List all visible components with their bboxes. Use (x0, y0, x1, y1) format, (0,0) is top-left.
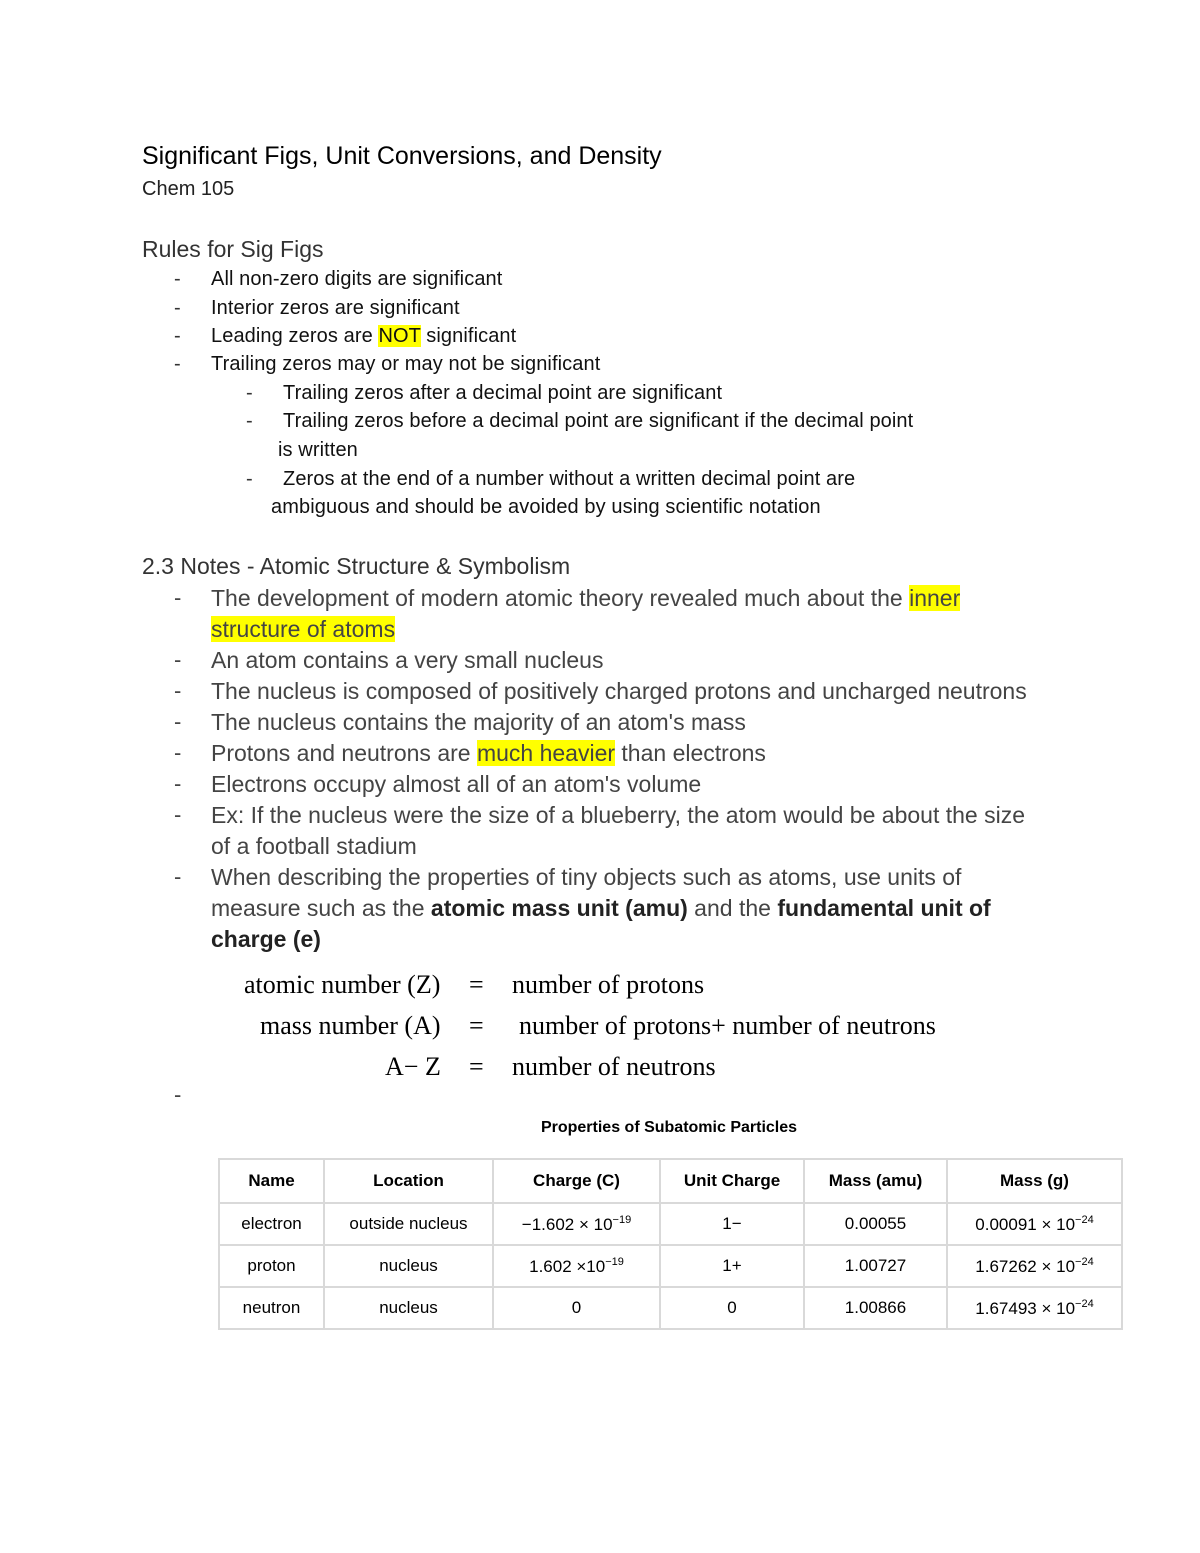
column-header: Name (219, 1159, 324, 1203)
bullet-dash: - (174, 585, 182, 610)
rule-text: Leading zeros are (211, 325, 379, 347)
atomic-note-4: The nucleus contains the majority of an atom's mass (211, 709, 746, 735)
sigfig-heading: Rules for Sig Figs (142, 236, 324, 262)
atomic-heading: 2.3 Notes - Atomic Structure & Symbolism (142, 553, 571, 579)
equation-lhs-3: A− Z (385, 1052, 441, 1081)
bullet-dash: - (174, 1082, 182, 1107)
cell-unit-charge: 0 (660, 1287, 804, 1329)
note-text: measure such as the (211, 895, 431, 921)
table-row (219, 1287, 1122, 1329)
bullet-dash: - (174, 864, 182, 889)
bullet-dash: - (174, 709, 182, 734)
equation-rhs-2: number of protons+ number of neutrons (519, 1011, 936, 1040)
cell-charge (493, 1203, 660, 1245)
atomic-note-7: Ex: If the nucleus were the size of a blueberry, the atom would be about the size (211, 802, 1025, 828)
sigfig-subrule-2: Trailing zeros before a decimal point are significant if the decimal point (283, 410, 914, 432)
equation-lhs-1: atomic number (Z) (244, 970, 441, 999)
cell-name: proton (219, 1245, 324, 1287)
column-header: Mass (g) (947, 1159, 1122, 1203)
atomic-note-6: Electrons occupy almost all of an atom's volume (211, 771, 702, 797)
atomic-note-1 (211, 585, 960, 612)
cell-mass-g (947, 1203, 1122, 1245)
sigfig-subrule-3: Zeros at the end of a number without a written decimal point are (283, 468, 856, 490)
equation-equals-2: = (469, 1011, 484, 1040)
cell-location: outside nucleus (324, 1203, 493, 1245)
mass-mantissa: 1.67493 × 10 (975, 1298, 1076, 1318)
equation-rhs-1: number of protons (512, 970, 705, 999)
mass-mantissa: 0.00091 × 10 (975, 1214, 1076, 1234)
sub-bullet-dash: - (246, 382, 253, 404)
note-text: Protons and neutrons are (211, 740, 477, 766)
sigfig-rule-3 (211, 325, 516, 348)
cell-mass-g (947, 1287, 1122, 1329)
bullet-dash: - (174, 353, 181, 375)
term-charge-e: charge (e) (211, 926, 321, 952)
bullet-dash: - (174, 740, 182, 765)
charge-mantissa: 1.602 ×10 (529, 1256, 606, 1276)
mass-mantissa: 1.67262 × 10 (975, 1256, 1076, 1276)
cell-charge (493, 1287, 660, 1329)
equation-lhs-2: mass number (A) (260, 1011, 441, 1040)
charge-exponent: −19 (612, 1213, 632, 1226)
atomic-note-8-cont2 (211, 926, 321, 953)
term-fundamental-unit: fundamental unit of (777, 895, 991, 921)
highlight-much-heavier: much heavier (476, 740, 616, 766)
atomic-note-1-cont (211, 616, 395, 643)
bullet-dash: - (174, 678, 182, 703)
sigfig-subrule-2-cont: is written (278, 439, 358, 461)
cell-name: neutron (219, 1287, 324, 1329)
atomic-note-5 (211, 740, 766, 767)
atomic-note-7-cont: of a football stadium (211, 833, 417, 859)
cell-name: electron (219, 1203, 324, 1245)
term-amu: atomic mass unit (amu) (430, 895, 688, 921)
sigfig-rule-2: Interior zeros are significant (211, 297, 460, 319)
sigfig-rule-4: Trailing zeros may or may not be significant (211, 353, 601, 375)
cell-location: nucleus (324, 1287, 493, 1329)
cell-mass-amu: 1.00866 (804, 1287, 947, 1329)
subatomic-particles-table (218, 1158, 1123, 1330)
sigfig-rule-1: All non-zero digits are significant (211, 268, 503, 290)
atomic-note-8-cont (211, 895, 991, 922)
charge-mantissa: 0 (571, 1298, 582, 1317)
course-label: Chem 105 (142, 178, 235, 200)
table-header-row (219, 1159, 1122, 1203)
sigfig-subrule-3-cont: ambiguous and should be avoided by using scientific notation (271, 496, 821, 518)
bullet-dash: - (174, 802, 182, 827)
mass-exponent: −24 (1075, 1255, 1094, 1268)
atomic-note-8: When describing the properties of tiny objects such as atoms, use units of (211, 864, 962, 890)
equation-equals-1: = (469, 970, 484, 999)
document-title: Significant Figs, Unit Conversions, and Density (142, 142, 662, 170)
mass-exponent: −24 (1075, 1213, 1094, 1226)
bullet-dash: - (174, 647, 182, 672)
cell-charge (493, 1245, 660, 1287)
sigfig-subrule-1: Trailing zeros after a decimal point are significant (283, 382, 723, 404)
cell-mass-g (947, 1245, 1122, 1287)
highlight-inner: inner (909, 585, 961, 611)
highlight-structure-of-atoms: structure of atoms (211, 616, 396, 642)
cell-unit-charge: 1− (660, 1203, 804, 1245)
mass-exponent: −24 (1075, 1297, 1094, 1310)
rule-text: significant (420, 325, 517, 347)
cell-mass-amu: 0.00055 (804, 1203, 947, 1245)
column-header: Charge (C) (493, 1159, 660, 1203)
cell-mass-amu: 1.00727 (804, 1245, 947, 1287)
note-text: The development of modern atomic theory revealed much about the (211, 585, 910, 611)
cell-unit-charge: 1+ (660, 1245, 804, 1287)
bullet-dash: - (174, 297, 181, 319)
cell-location: nucleus (324, 1245, 493, 1287)
charge-mantissa: −1.602 × 10 (521, 1214, 613, 1234)
bullet-dash: - (174, 325, 181, 347)
charge-exponent: −19 (605, 1255, 624, 1268)
note-text: and the (687, 895, 778, 921)
column-header: Location (324, 1159, 493, 1203)
column-header: Unit Charge (660, 1159, 804, 1203)
equation-equals-3: = (469, 1052, 484, 1081)
table-row (219, 1245, 1122, 1287)
table-row (219, 1203, 1122, 1245)
sub-bullet-dash: - (246, 468, 253, 490)
note-text: than electrons (615, 740, 766, 766)
atomic-note-2: An atom contains a very small nucleus (211, 647, 604, 673)
highlight-not: NOT (378, 325, 421, 347)
column-header: Mass (amu) (804, 1159, 947, 1203)
equation-rhs-3: number of neutrons (512, 1052, 716, 1081)
table-title: Properties of Subatomic Particles (540, 1119, 798, 1136)
bullet-dash: - (174, 771, 182, 796)
atomic-note-3: The nucleus is composed of positively charged protons and uncharged neutrons (211, 678, 1027, 704)
bullet-dash: - (174, 268, 181, 290)
sub-bullet-dash: - (246, 410, 253, 432)
